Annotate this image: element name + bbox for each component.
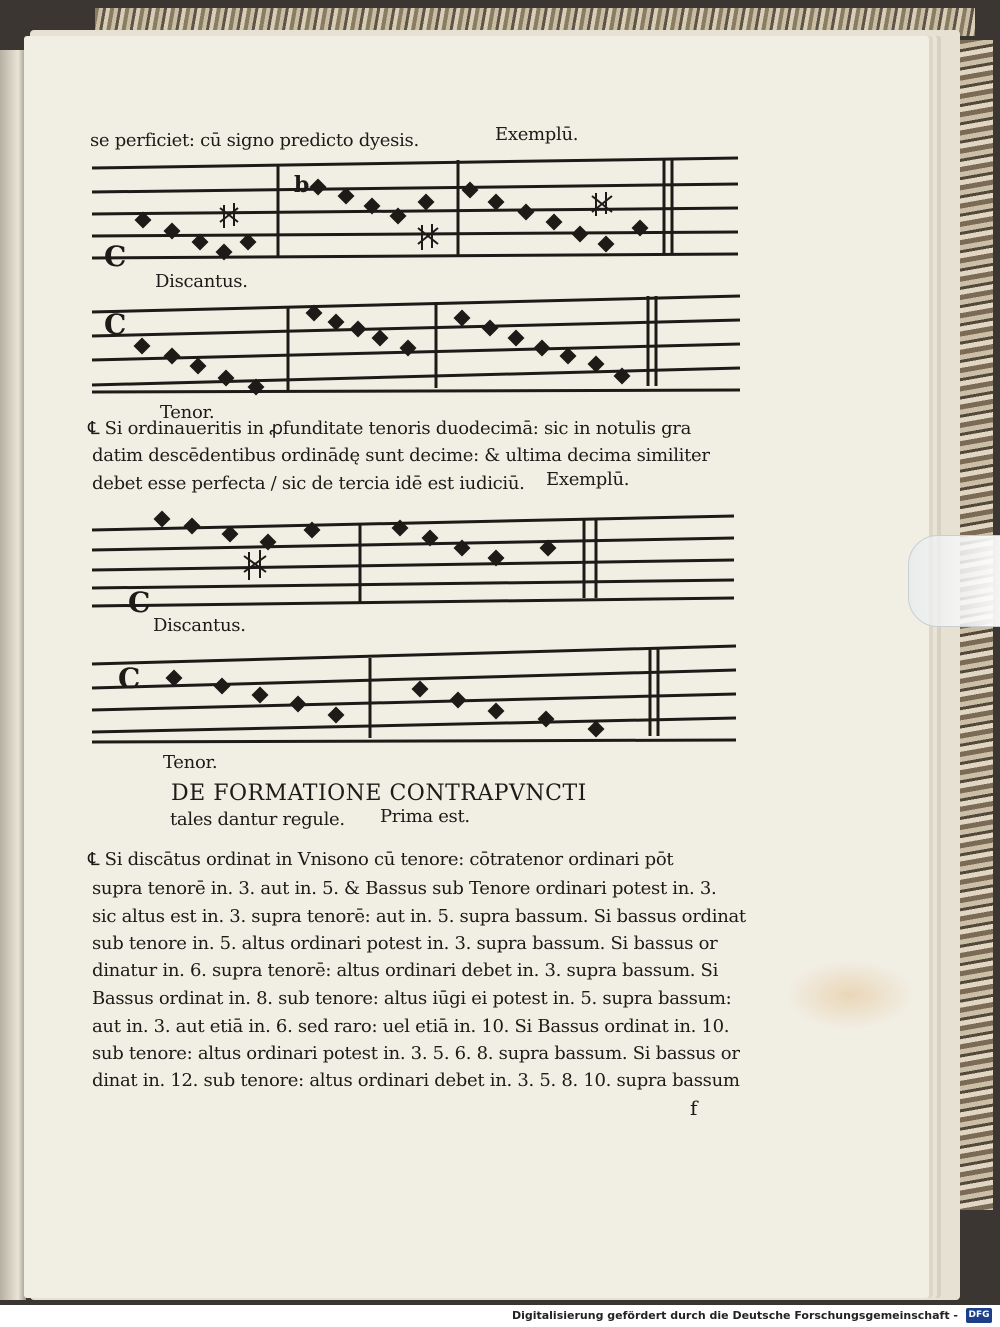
notes-discantus-2 — [154, 511, 557, 567]
body-line-3: sic altus est in. 3. supra tenorē: aut in. 5. supra bassum. Si bassus ordinat — [92, 906, 746, 927]
exemplum-label-1: Exemplū. — [495, 124, 579, 145]
exemplum-label-2: Exemplū. — [546, 469, 630, 490]
prima-label: Prima est. — [380, 806, 470, 827]
body-line-6: Bassus ordinat in. 8. sub tenore: altus iūgi ei potest in. 5. supra bassum: — [92, 988, 732, 1009]
signature-mark: f — [690, 1096, 698, 1120]
text-line-1: se perficiet: cū signo predicto dyesis. — [90, 130, 419, 151]
staff-tenor-2 — [92, 646, 736, 742]
body-line-8: sub tenore: altus ordinari potest in. 3. 5. 6. 8. supra bassum. Si bassus or — [92, 1043, 740, 1064]
clef-c-3: C — [128, 586, 151, 619]
discantus-label-2: Discantus. — [153, 615, 246, 636]
clef-c-2: C — [104, 308, 127, 341]
body-line-9: dinat in. 12. sub tenore: altus ordinari debet in. 3. 5. 8. 10. supra bassum — [92, 1070, 740, 1091]
tenor-label-1: Tenor. — [160, 402, 215, 423]
body-line-2: supra tenorē in. 3. aut in. 5. & Bassus sub Tenore ordinari potest in. 3. — [92, 878, 717, 899]
section-heading: DE FORMATIONE CONTRAPVNCTI — [171, 781, 587, 806]
tenor-label-2: Tenor. — [163, 752, 218, 773]
body-line-1: ℄ Si discātus ordinat in Vnisono cū tenore: cōtratenor ordinari pōt — [88, 849, 674, 870]
body-line-7: aut in. 3. aut etiā in. 6. sed raro: uel etiā in. 10. Si Bassus ordinat in. 10. — [92, 1016, 730, 1037]
discantus-label-1: Discantus. — [155, 271, 248, 292]
sharp-2 — [244, 550, 266, 580]
footer-bar — [0, 1305, 1000, 1327]
section-subheading: tales dantur regule. — [170, 809, 345, 830]
staff-tenor-1 — [92, 296, 740, 392]
staff-discantus-1 — [92, 158, 738, 258]
paragraph-1-line-1: ℄ Si ordinaueritis in ꝓfunditate tenoris duodecimā: sic in notulis gra — [88, 418, 692, 439]
paragraph-1-line-3: debet esse perfecta / sic de tercia idē est iudiciū. — [92, 473, 525, 494]
body-line-5: dinatur in. 6. supra tenorē: altus ordinari debet in. 3. supra bassum. Si — [92, 960, 719, 981]
dfg-logo: DFG — [966, 1308, 992, 1323]
body-line-4: sub tenore in. 5. altus ordinari potest in. 3. supra bassum. Si bassus or — [92, 933, 718, 954]
paragraph-1-line-2: datim descēdentibus ordinādę sunt decime: & ultima decima similiter — [92, 445, 710, 466]
clef-c-4: C — [118, 662, 141, 695]
flat-sign: b — [294, 172, 310, 198]
footer-credit: Digitalisierung gefördert durch die Deutsche Forschungsgemeinschaft - — [511, 1309, 958, 1322]
clef-c-1: C — [104, 240, 127, 273]
